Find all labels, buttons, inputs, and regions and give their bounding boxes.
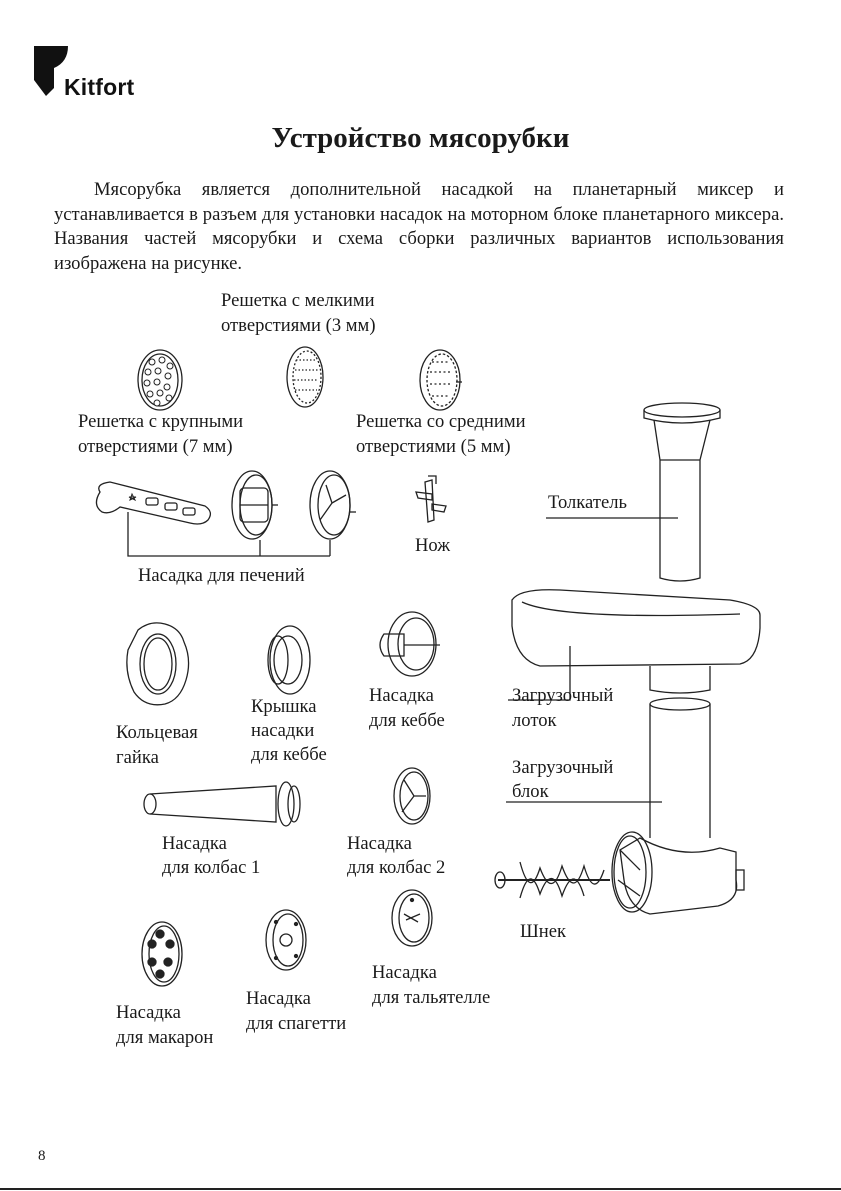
- macaroni-disc-icon: [142, 922, 182, 986]
- sausage-attachment-1-icon: [144, 782, 300, 826]
- label-kebbe-cap-2: насадки: [251, 720, 315, 741]
- label-tagliatelle-2: для тальятелле: [372, 987, 491, 1008]
- spaghetti-disc-icon: [266, 910, 306, 970]
- page-title: Устройство мясорубки: [271, 122, 570, 154]
- label-small-grid-1: Решетка с мелкими: [221, 290, 375, 311]
- label-macaroni-1: Насадка: [116, 1002, 181, 1023]
- cookie-plate-icon: [96, 482, 210, 524]
- kebbe-attachment-icon: [380, 612, 440, 676]
- label-sausage1-2: для колбас 1: [162, 857, 261, 878]
- label-medium-grid-1: Решетка со средними: [356, 411, 526, 432]
- label-kebbe-2: для кеббе: [369, 710, 445, 731]
- label-sausage1-1: Насадка: [162, 833, 227, 854]
- knife-icon: [416, 476, 446, 522]
- label-spaghetti-2: для спагетти: [246, 1013, 347, 1034]
- label-ring-nut-1: Кольцевая: [116, 722, 198, 743]
- label-feed-block-2: блок: [512, 781, 549, 802]
- label-auger: Шнек: [520, 921, 566, 942]
- large-holes-grid-icon: [138, 350, 182, 410]
- intro-paragraph: Мясорубка является дополнительной насадкой на планетарный миксер и устанавливается в разъем для установки насадок на моторном блоке планетарного миксера. Названия частей мясорубки и схема сборки различных вариантов использования изображена на рисунке.: [54, 179, 784, 274]
- cookie-disc-2-icon: [310, 471, 356, 539]
- label-feed-block-1: Загрузочный: [512, 757, 614, 778]
- label-sausage2-2: для колбас 2: [347, 857, 446, 878]
- label-kebbe-cap-1: Крышка: [251, 696, 317, 717]
- ring-nut-icon: [127, 623, 189, 705]
- label-macaroni-2: для макарон: [116, 1027, 214, 1048]
- label-tagliatelle-1: Насадка: [372, 962, 437, 983]
- label-kebbe-cap-3: для кеббе: [251, 744, 327, 765]
- label-knife: Нож: [415, 535, 451, 556]
- tagliatelle-disc-icon: [392, 890, 432, 946]
- label-sausage2-1: Насадка: [347, 833, 412, 854]
- auger-icon: [495, 862, 610, 898]
- kebbe-cap-icon: [268, 626, 310, 694]
- label-ring-nut-2: гайка: [116, 747, 159, 768]
- label-cookie-attachment: Насадка для печений: [138, 565, 305, 586]
- brand-name: Kitfort: [64, 74, 135, 100]
- sausage-attachment-2-icon: [394, 768, 430, 824]
- label-tray-2: лоток: [512, 710, 557, 731]
- label-small-grid-2: отверстиями (3 мм): [221, 315, 376, 336]
- bottom-divider: [0, 1188, 841, 1190]
- label-pusher: Толкатель: [548, 492, 627, 513]
- label-medium-grid-2: отверстиями (5 мм): [356, 436, 511, 457]
- label-kebbe-1: Насадка: [369, 685, 434, 706]
- page-number: 8: [38, 1148, 46, 1164]
- label-tray-1: Загрузочный: [512, 685, 614, 706]
- cookie-disc-1-icon: [232, 471, 278, 539]
- medium-holes-grid-icon: [420, 350, 462, 410]
- label-large-grid-1: Решетка с крупными: [78, 411, 244, 432]
- small-holes-grid-icon: [287, 347, 323, 407]
- label-spaghetti-1: Насадка: [246, 988, 311, 1009]
- label-large-grid-2: отверстиями (7 мм): [78, 436, 233, 457]
